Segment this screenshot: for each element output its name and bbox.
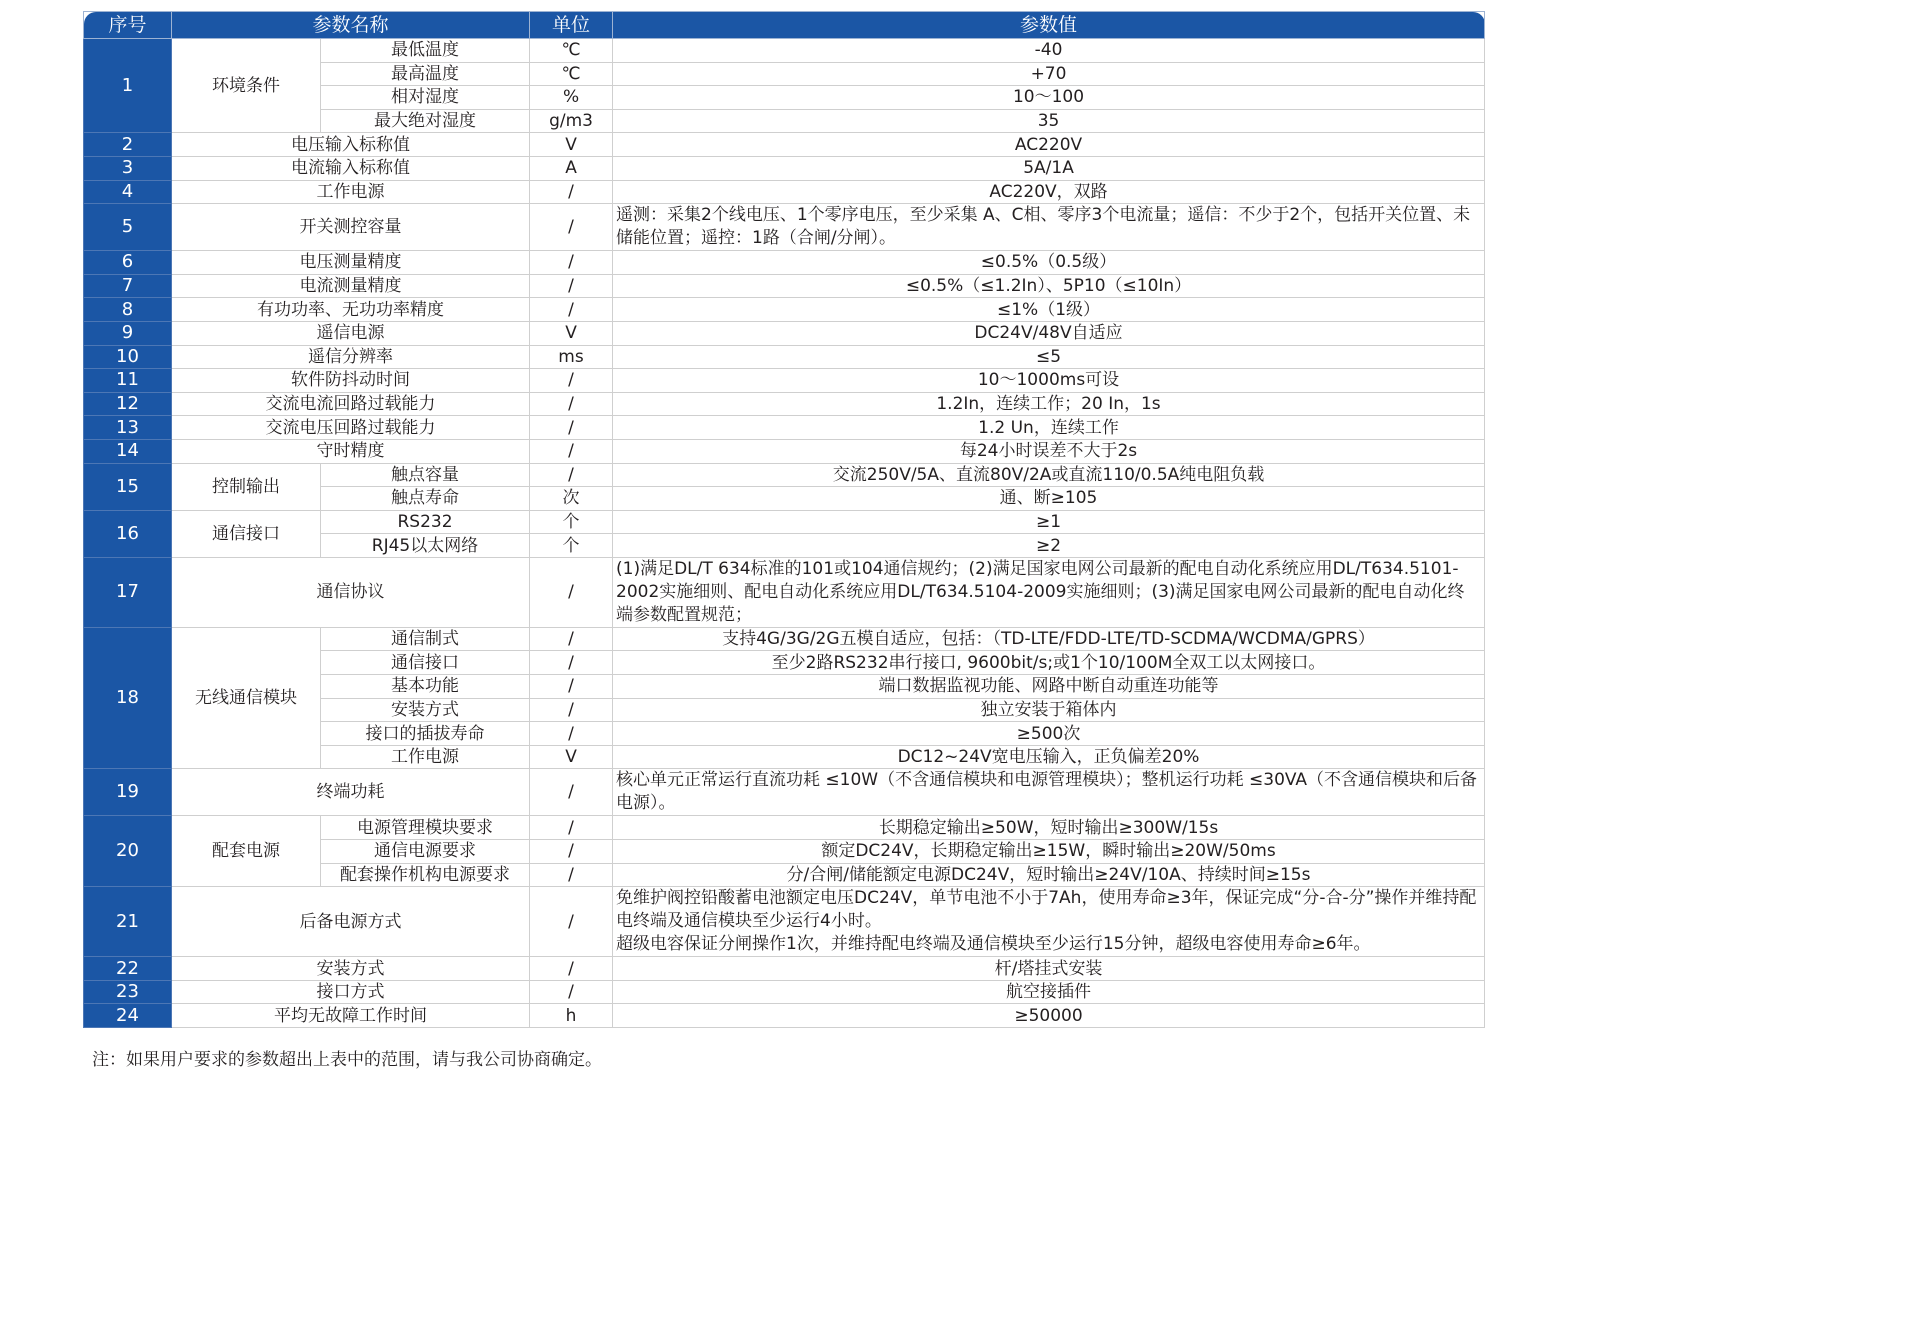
value: ≤5 [613, 345, 1485, 369]
param-name: 后备电源方式 [172, 887, 530, 957]
header-index: 序号 [84, 12, 172, 39]
value: ≥1 [613, 510, 1485, 534]
row-index: 17 [84, 557, 172, 627]
row-index: 6 [84, 251, 172, 275]
param-name: 电压测量精度 [172, 251, 530, 275]
parameter-table [83, 11, 1485, 1028]
header-unit: 单位 [530, 12, 613, 39]
unit: / [530, 863, 613, 887]
unit: / [530, 298, 613, 322]
table-row [84, 439, 1485, 463]
value: DC24V/48V自适应 [613, 321, 1485, 345]
table-row [84, 627, 1485, 651]
unit: / [530, 392, 613, 416]
value: 1.2In，连续工作；20 In，1s [613, 392, 1485, 416]
row-index: 24 [84, 1004, 172, 1028]
sub-param-name: 工作电源 [321, 745, 530, 769]
sub-param-name: 最低温度 [321, 39, 530, 63]
row-index: 5 [84, 204, 172, 251]
header-param-name: 参数名称 [172, 12, 530, 39]
unit: / [530, 439, 613, 463]
sub-param-name: 安装方式 [321, 698, 530, 722]
group-name: 配套电源 [172, 816, 321, 887]
table-row [84, 251, 1485, 275]
unit: / [530, 557, 613, 627]
value: 通、断≥105 [613, 487, 1485, 511]
value: AC220V，双路 [613, 180, 1485, 204]
unit: V [530, 745, 613, 769]
unit: / [530, 180, 613, 204]
group-name: 无线通信模块 [172, 627, 321, 769]
value: 支持4G/3G/2G五模自适应，包括：（TD-LTE/FDD-LTE/TD-SCDMA/WCDMA/GPRS） [613, 627, 1485, 651]
sub-param-name: 通信电源要求 [321, 840, 530, 864]
value-line: 超级电容保证分闸操作1次，并维持配电终端及通信模块至少运行15分钟，超级电容使用寿命≥6年。 [616, 934, 1371, 955]
value: 长期稳定输出≥50W，短时输出≥300W/15s [613, 816, 1485, 840]
unit: V [530, 321, 613, 345]
param-name: 工作电源 [172, 180, 530, 204]
table-row [84, 1004, 1485, 1028]
value: 至少2路RS232串行接口, 9600bit/s;或1个10/100M全双工以太网接口。 [613, 651, 1485, 675]
value [613, 887, 1485, 957]
sub-param-name: 接口的插拔寿命 [321, 722, 530, 746]
value: ≥2 [613, 534, 1485, 558]
value: (1)满足DL/T 634标准的101或104通信规约；(2)满足国家电网公司最新的配电自动化系统应用DL/T634.5101-2002实施细则、配电自动化系统应用DL/T634.5104-2009实施细则；(3)满足国家电网公司最新的配电自动化终端参数配置规范； [613, 557, 1485, 627]
table-row [84, 769, 1485, 816]
row-index: 23 [84, 980, 172, 1004]
unit: / [530, 251, 613, 275]
table-row [84, 298, 1485, 322]
table-row [84, 39, 1485, 63]
value: ≥50000 [613, 1004, 1485, 1028]
param-name: 交流电压回路过载能力 [172, 416, 530, 440]
unit: / [530, 416, 613, 440]
value: ≤0.5%（≤1.2In）、5P10（≤10In） [613, 274, 1485, 298]
row-index: 1 [84, 39, 172, 133]
row-index: 8 [84, 298, 172, 322]
group-name: 控制输出 [172, 463, 321, 510]
unit: / [530, 463, 613, 487]
table-row [84, 345, 1485, 369]
footnote: 注：如果用户要求的参数超出上表中的范围，请与我公司协商确定。 [92, 1050, 602, 1070]
row-index: 16 [84, 510, 172, 557]
unit: / [530, 722, 613, 746]
param-name: 电流输入标称值 [172, 156, 530, 180]
sub-param-name: 最高温度 [321, 62, 530, 86]
unit: / [530, 204, 613, 251]
sub-param-name: 基本功能 [321, 675, 530, 699]
value: +70 [613, 62, 1485, 86]
group-name: 环境条件 [172, 39, 321, 133]
value: 10～1000ms可设 [613, 369, 1485, 393]
value: 航空接插件 [613, 980, 1485, 1004]
unit: / [530, 627, 613, 651]
unit: / [530, 651, 613, 675]
sub-param-name: 触点寿命 [321, 487, 530, 511]
unit: / [530, 675, 613, 699]
sub-param-name: 通信接口 [321, 651, 530, 675]
value: DC12~24V宽电压输入，正负偏差20% [613, 745, 1485, 769]
value: 端口数据监视功能、网路中断自动重连功能等 [613, 675, 1485, 699]
value: 35 [613, 109, 1485, 133]
value: -40 [613, 39, 1485, 63]
value: 独立安装于箱体内 [613, 698, 1485, 722]
value: 杆/塔挂式安装 [613, 957, 1485, 981]
sub-param-name: RJ45以太网络 [321, 534, 530, 558]
param-name: 遥信分辨率 [172, 345, 530, 369]
unit: A [530, 156, 613, 180]
value: AC220V [613, 133, 1485, 157]
unit: / [530, 816, 613, 840]
unit: 次 [530, 487, 613, 511]
param-name: 平均无故障工作时间 [172, 1004, 530, 1028]
sub-param-name: 触点容量 [321, 463, 530, 487]
param-name: 电流测量精度 [172, 274, 530, 298]
param-name: 安装方式 [172, 957, 530, 981]
table-row [84, 416, 1485, 440]
value: 5A/1A [613, 156, 1485, 180]
table-row [84, 557, 1485, 627]
table-row [84, 980, 1485, 1004]
group-name: 通信接口 [172, 510, 321, 557]
row-index: 22 [84, 957, 172, 981]
row-index: 10 [84, 345, 172, 369]
table-row [84, 180, 1485, 204]
header-param-value: 参数值 [613, 12, 1485, 39]
row-index: 13 [84, 416, 172, 440]
table-row [84, 887, 1485, 957]
sub-param-name: 通信制式 [321, 627, 530, 651]
table-header-row [84, 12, 1485, 39]
row-index: 15 [84, 463, 172, 510]
value: 10～100 [613, 86, 1485, 110]
unit: / [530, 769, 613, 816]
unit: ℃ [530, 62, 613, 86]
param-name: 电压输入标称值 [172, 133, 530, 157]
unit: / [530, 840, 613, 864]
value-line: 免维护阀控铅酸蓄电池额定电压DC24V，单节电池不小于7Ah，使用寿命≥3年，保证完成“分-合-分”操作并维持配电终端及通信模块至少运行4小时。 [616, 888, 1477, 932]
unit: / [530, 957, 613, 981]
row-index: 12 [84, 392, 172, 416]
unit: V [530, 133, 613, 157]
row-index: 21 [84, 887, 172, 957]
value: ≤1%（1级） [613, 298, 1485, 322]
sub-param-name: 相对湿度 [321, 86, 530, 110]
table-row [84, 816, 1485, 840]
row-index: 7 [84, 274, 172, 298]
sub-param-name: 电源管理模块要求 [321, 816, 530, 840]
table-row [84, 369, 1485, 393]
table-row [84, 156, 1485, 180]
row-index: 18 [84, 627, 172, 769]
unit: / [530, 698, 613, 722]
param-name: 有功功率、无功功率精度 [172, 298, 530, 322]
row-index: 2 [84, 133, 172, 157]
unit: 个 [530, 534, 613, 558]
param-name: 终端功耗 [172, 769, 530, 816]
param-name: 软件防抖动时间 [172, 369, 530, 393]
param-name: 遥信电源 [172, 321, 530, 345]
row-index: 19 [84, 769, 172, 816]
unit: / [530, 274, 613, 298]
table-row [84, 957, 1485, 981]
row-index: 9 [84, 321, 172, 345]
table-row [84, 274, 1485, 298]
table-row [84, 463, 1485, 487]
value: 遥测：采集2个线电压、1个零序电压，至少采集 A、C相、零序3个电流量；遥信：不少于2个，包括开关位置、未储能位置；遥控：1路（合闸/分闸）。 [613, 204, 1485, 251]
unit: % [530, 86, 613, 110]
unit: h [530, 1004, 613, 1028]
value: ≤0.5%（0.5级） [613, 251, 1485, 275]
table-row [84, 133, 1485, 157]
unit: 个 [530, 510, 613, 534]
unit: ℃ [530, 39, 613, 63]
param-name: 守时精度 [172, 439, 530, 463]
unit: / [530, 369, 613, 393]
row-index: 14 [84, 439, 172, 463]
table-row [84, 321, 1485, 345]
value: 1.2 Un，连续工作 [613, 416, 1485, 440]
param-name: 开关测控容量 [172, 204, 530, 251]
row-index: 3 [84, 156, 172, 180]
table-row [84, 204, 1485, 251]
unit: / [530, 980, 613, 1004]
param-name: 交流电流回路过载能力 [172, 392, 530, 416]
param-name: 接口方式 [172, 980, 530, 1004]
value: 额定DC24V，长期稳定输出≥15W，瞬时输出≥20W/50ms [613, 840, 1485, 864]
unit: g/m3 [530, 109, 613, 133]
value: 交流250V/5A、直流80V/2A或直流110/0.5A纯电阻负载 [613, 463, 1485, 487]
unit: / [530, 887, 613, 957]
row-index: 11 [84, 369, 172, 393]
value: 分/合闸/储能额定电源DC24V，短时输出≥24V/10A、持续时间≥15s [613, 863, 1485, 887]
unit: ms [530, 345, 613, 369]
sub-param-name: 最大绝对湿度 [321, 109, 530, 133]
value: ≥500次 [613, 722, 1485, 746]
table-row [84, 510, 1485, 534]
table-row [84, 392, 1485, 416]
value: 每24小时误差不大于2s [613, 439, 1485, 463]
row-index: 20 [84, 816, 172, 887]
sub-param-name: RS232 [321, 510, 530, 534]
row-index: 4 [84, 180, 172, 204]
param-name: 通信协议 [172, 557, 530, 627]
value: 核心单元正常运行直流功耗 ≤10W（不含通信模块和电源管理模块）；整机运行功耗 ≤30VA（不含通信模块和后备电源）。 [613, 769, 1485, 816]
sub-param-name: 配套操作机构电源要求 [321, 863, 530, 887]
